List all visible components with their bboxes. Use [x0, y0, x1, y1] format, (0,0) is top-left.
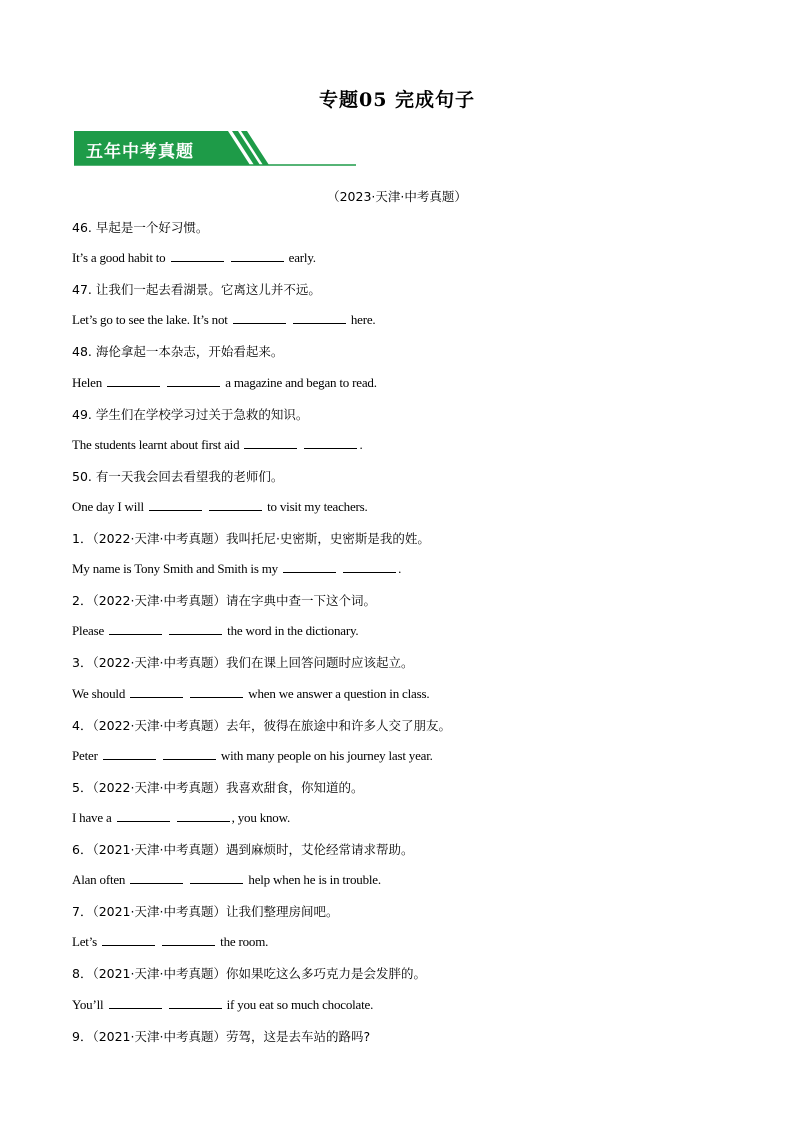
sentence-before-text: It’s a good habit to — [72, 250, 169, 266]
sentence-after-text: to visit my teachers. — [264, 498, 368, 514]
question-sentence — [72, 561, 401, 577]
sentence-before-text: You’ll — [72, 996, 107, 1012]
sentence-after-text: early. — [285, 250, 316, 266]
answer-blank[interactable] — [107, 375, 160, 387]
answer-blank[interactable] — [130, 686, 183, 698]
question-prompt: 49. 学生们在学校学习过关于急救的知识。 — [72, 406, 309, 422]
first-source-label: （2023·天津·中考真题） — [327, 189, 467, 204]
page-title: 专题05 完成句子 — [318, 89, 476, 111]
answer-blank[interactable] — [103, 748, 156, 760]
question-sentence — [72, 934, 268, 950]
answer-blank[interactable] — [162, 934, 215, 946]
sentence-before-text: I have a — [72, 809, 115, 825]
answer-blank[interactable] — [109, 623, 162, 635]
sentence-after-text: , you know. — [231, 809, 291, 825]
question-sentence — [72, 250, 316, 266]
answer-blank[interactable] — [304, 437, 357, 449]
sentence-before-text: Peter — [72, 747, 101, 763]
answer-blank[interactable] — [244, 437, 297, 449]
answer-blank[interactable] — [343, 561, 396, 573]
sentence-after-text: with many people on his journey last year. — [217, 747, 433, 763]
sentence-after-text: here. — [347, 312, 376, 328]
question-prompt: 4．（2022·天津·中考真题）去年，彼得在旅途中和许多人交了朋友。 — [72, 717, 451, 733]
answer-blank[interactable] — [209, 499, 262, 511]
sentence-after-text: the word in the dictionary. — [224, 623, 359, 639]
answer-blank[interactable] — [117, 810, 170, 822]
answer-blank[interactable] — [109, 997, 162, 1009]
answer-blank[interactable] — [171, 250, 224, 262]
question-sentence — [72, 623, 358, 639]
answer-blank[interactable] — [130, 872, 183, 884]
answer-blank[interactable] — [293, 312, 346, 324]
question-prompt: 3．（2022·天津·中考真题）我们在课上回答问题时应该起立。 — [72, 655, 414, 671]
question-sentence — [72, 375, 377, 391]
question-prompt: 9．（2021·天津·中考真题）劳驾，这是去车站的路吗? — [72, 1028, 371, 1044]
sentence-before-text: Let’s — [72, 934, 101, 950]
answer-blank[interactable] — [233, 312, 286, 324]
question-sentence — [72, 312, 375, 328]
question-prompt: 46. 早起是一个好习惯。 — [72, 220, 209, 235]
sentence-before-text: My name is Tony Smith and Smith is my — [72, 561, 282, 577]
question-prompt: 5．（2022·天津·中考真题）我喜欢甜食，你知道的。 — [72, 779, 364, 795]
answer-blank[interactable] — [169, 623, 222, 635]
answer-blank[interactable] — [163, 748, 216, 760]
question-sentence — [72, 686, 429, 702]
answer-blank[interactable] — [231, 250, 284, 262]
question-sentence — [72, 997, 373, 1013]
sentence-after-text: the room. — [217, 934, 269, 950]
answer-blank[interactable] — [169, 997, 222, 1009]
answer-blank[interactable] — [283, 561, 336, 573]
sentence-after-text: if you eat so much chocolate. — [223, 996, 374, 1012]
sentence-after-text: help when he is in trouble. — [245, 872, 381, 888]
sentence-before-text: Alan often — [72, 872, 129, 888]
section-banner-label: 五年中考真题 — [86, 142, 194, 162]
sentence-after-text: when we answer a question in class. — [245, 685, 430, 701]
answer-blank[interactable] — [177, 810, 230, 822]
sentence-before-text: Please — [72, 623, 108, 639]
answer-blank[interactable] — [102, 934, 155, 946]
question-sentence — [72, 872, 381, 888]
sentence-before-text: The students learnt about first aid — [72, 436, 243, 452]
question-sentence — [72, 437, 363, 453]
question-sentence — [72, 748, 433, 764]
question-sentence — [72, 499, 368, 515]
sentence-after-text: . — [359, 436, 363, 452]
sentence-before-text: Let’s go to see the lake. It’s not — [72, 312, 231, 328]
sentence-before-text: We should — [72, 685, 129, 701]
sentence-before-text: One day I will — [72, 498, 147, 514]
sentence-after-text: . — [398, 561, 402, 577]
question-prompt: 6．（2021·天津·中考真题）遇到麻烦时，艾伦经常请求帮助。 — [72, 842, 414, 857]
question-sentence — [72, 810, 290, 826]
question-prompt: 50. 有一天我会回去看望我的老师们。 — [72, 468, 284, 484]
question-prompt: 7．（2021·天津·中考真题）让我们整理房间吧。 — [72, 904, 339, 920]
answer-blank[interactable] — [190, 686, 243, 698]
question-prompt: 47. 让我们一起去看湖景。它离这儿并不远。 — [72, 282, 321, 298]
question-prompt: 8．（2021·天津·中考真题）你如果吃这么多巧克力是会发胖的。 — [72, 966, 426, 982]
question-prompt: 1．（2022·天津·中考真题）我叫托尼·史密斯，史密斯是我的姓。 — [72, 531, 430, 546]
question-prompt: 48. 海伦拿起一本杂志，开始看起来。 — [72, 344, 284, 360]
answer-blank[interactable] — [167, 375, 220, 387]
answer-blank[interactable] — [149, 499, 202, 511]
answer-blank[interactable] — [190, 872, 243, 884]
sentence-before-text: Helen — [72, 374, 106, 390]
question-prompt: 2．（2022·天津·中考真题）请在字典中查一下这个词。 — [72, 593, 376, 609]
sentence-after-text: a magazine and began to read. — [222, 374, 377, 390]
